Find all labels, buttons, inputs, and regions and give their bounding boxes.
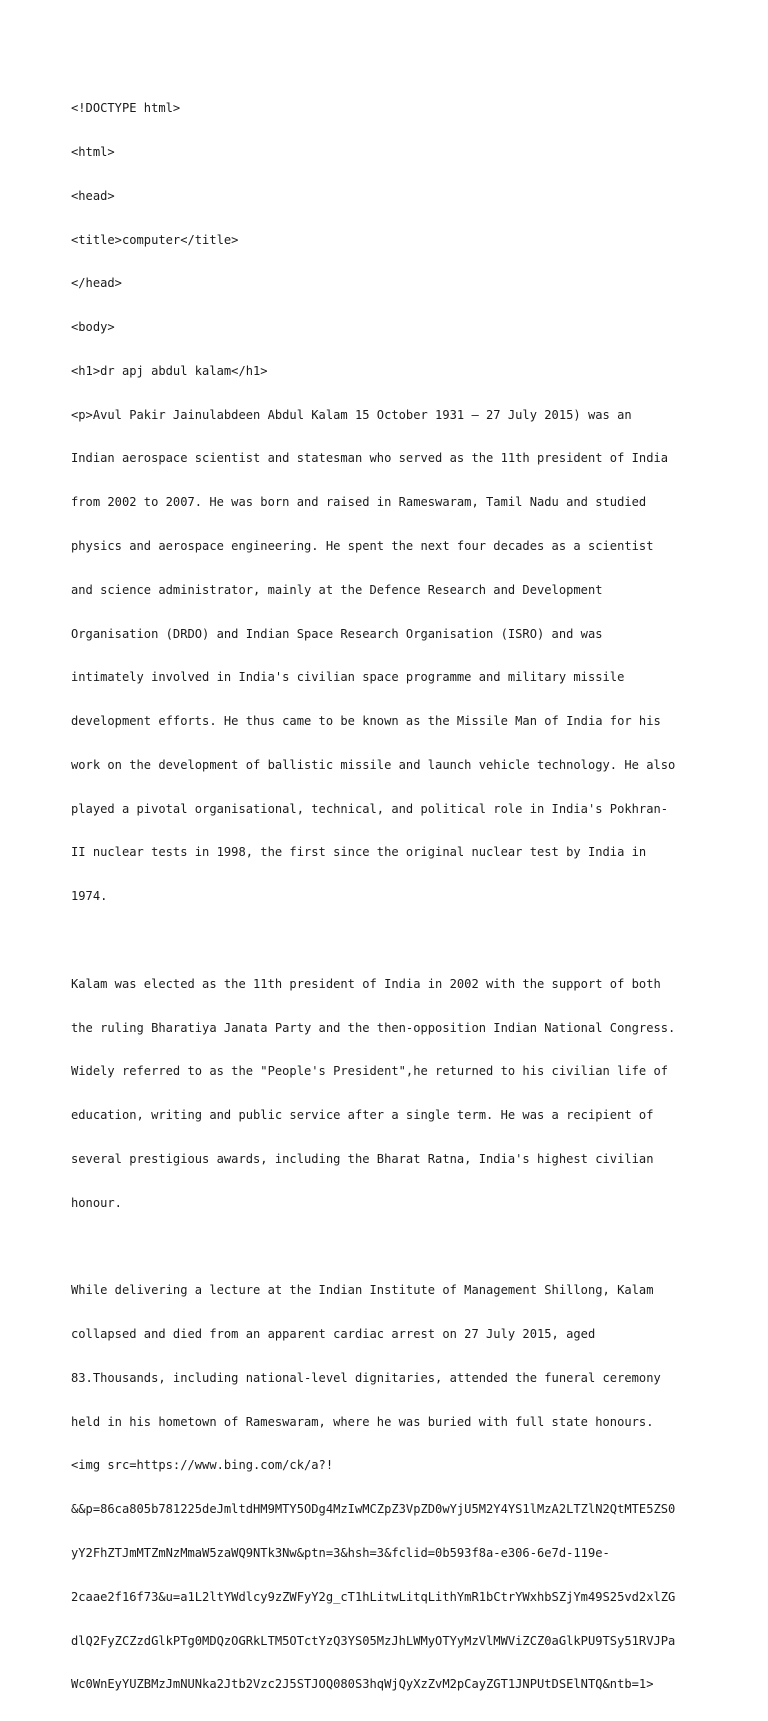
source-line: intimately involved in India's civilian space programme and military missile (71, 670, 625, 685)
source-line: Indian aerospace scientist and statesman who served as the 11th president of India (71, 451, 669, 466)
source-line: <html> (71, 144, 115, 159)
blank-line (71, 933, 768, 948)
source-line: &&p=86ca805b781225deJmltdHM9MTY5ODg4MzIwMCZpZ3VpZD0wYjU5M2Y4YS1lMzA2LTZlN2QtMTE5ZS0 (71, 1502, 676, 1517)
source-line: development efforts. He thus came to be known as the Missile Man of India for his (71, 714, 661, 729)
html-source-text (71, 72, 768, 1721)
blank-line (71, 1240, 768, 1255)
source-line: 2caae2f16f73&u=a1L2ltYWdlcy9zZWFyY2g_cT1hLitwLitqLithYmR1bCtrYWxhbSZjYm49S25vd2xlZG (71, 1589, 676, 1604)
source-line: </head> (71, 276, 122, 291)
source-line: II nuclear tests in 1998, the first since the original nuclear test by India in (71, 845, 647, 860)
source-line: Wc0WnEyYUZBMzJmNUNka2Jtb2Vzc2J5STJOQ080S3hqWjQyXzZvM2pCayZGT1JNPUtDSElNTQ&ntb=1> (71, 1677, 654, 1692)
source-line: collapsed and died from an apparent cardiac arrest on 27 July 2015, aged (71, 1327, 596, 1342)
source-line: dlQ2FyZCZzdGlkPTg0MDQzOGRkLTM5OTctYzQ3YS05MzJhLWMyOTYyMzVlMWViZCZ0aGlkPU9TSy51RVJPa (71, 1633, 676, 1648)
source-line: from 2002 to 2007. He was born and raised in Rameswaram, Tamil Nadu and studied (71, 495, 647, 510)
source-line: 1974. (71, 889, 108, 904)
source-line: While delivering a lecture at the Indian Institute of Management Shillong, Kalam (71, 1283, 654, 1298)
source-line: honour. (71, 1195, 122, 1210)
source-line: physics and aerospace engineering. He spent the next four decades as a scientist (71, 539, 654, 553)
source-line: <h1>dr apj abdul kalam</h1> (71, 363, 268, 378)
source-line: Organisation (DRDO) and Indian Space Research Organisation (ISRO) and was (71, 626, 603, 641)
source-line: yY2FhZTJmMTZmNzMmaW5zaWQ9NTk3Nw&ptn=3&hsh=3&fclid=0b593f8a-e306-6e7d-119e- (71, 1545, 610, 1560)
source-line: held in his hometown of Rameswaram, where he was buried with full state honours. (71, 1414, 654, 1429)
source-line: 83.Thousands, including national-level dignitaries, attended the funeral ceremony (71, 1370, 661, 1385)
source-line: education, writing and public service after a single term. He was a recipient of (71, 1108, 654, 1123)
source-line: <title>computer</title> (71, 232, 239, 247)
source-line: several prestigious awards, including the Bharat Ratna, India's highest civilian (71, 1151, 654, 1166)
source-line: Kalam was elected as the 11th president of India in 2002 with the support of both (71, 976, 661, 991)
source-line: <p>Avul Pakir Jainulabdeen Abdul Kalam 15 October 1931 – 27 July 2015) was an (71, 407, 632, 422)
source-line: and science administrator, mainly at the Defence Research and Development (71, 582, 603, 597)
source-line: <head> (71, 188, 115, 203)
source-line: <!DOCTYPE html> (71, 101, 181, 116)
source-line: work on the development of ballistic missile and launch vehicle technology. He also (71, 757, 676, 772)
source-line: Widely referred to as the "People's President",he returned to his civilian life of (71, 1064, 669, 1079)
source-line: <img src=https://www.bing.com/ck/a?! (71, 1458, 334, 1473)
source-line: the ruling Bharatiya Janata Party and the then-opposition Indian National Congress. (71, 1020, 676, 1035)
source-line: <body> (71, 320, 115, 335)
source-line: played a pivotal organisational, technical, and political role in India's Pokhran- (71, 801, 669, 816)
